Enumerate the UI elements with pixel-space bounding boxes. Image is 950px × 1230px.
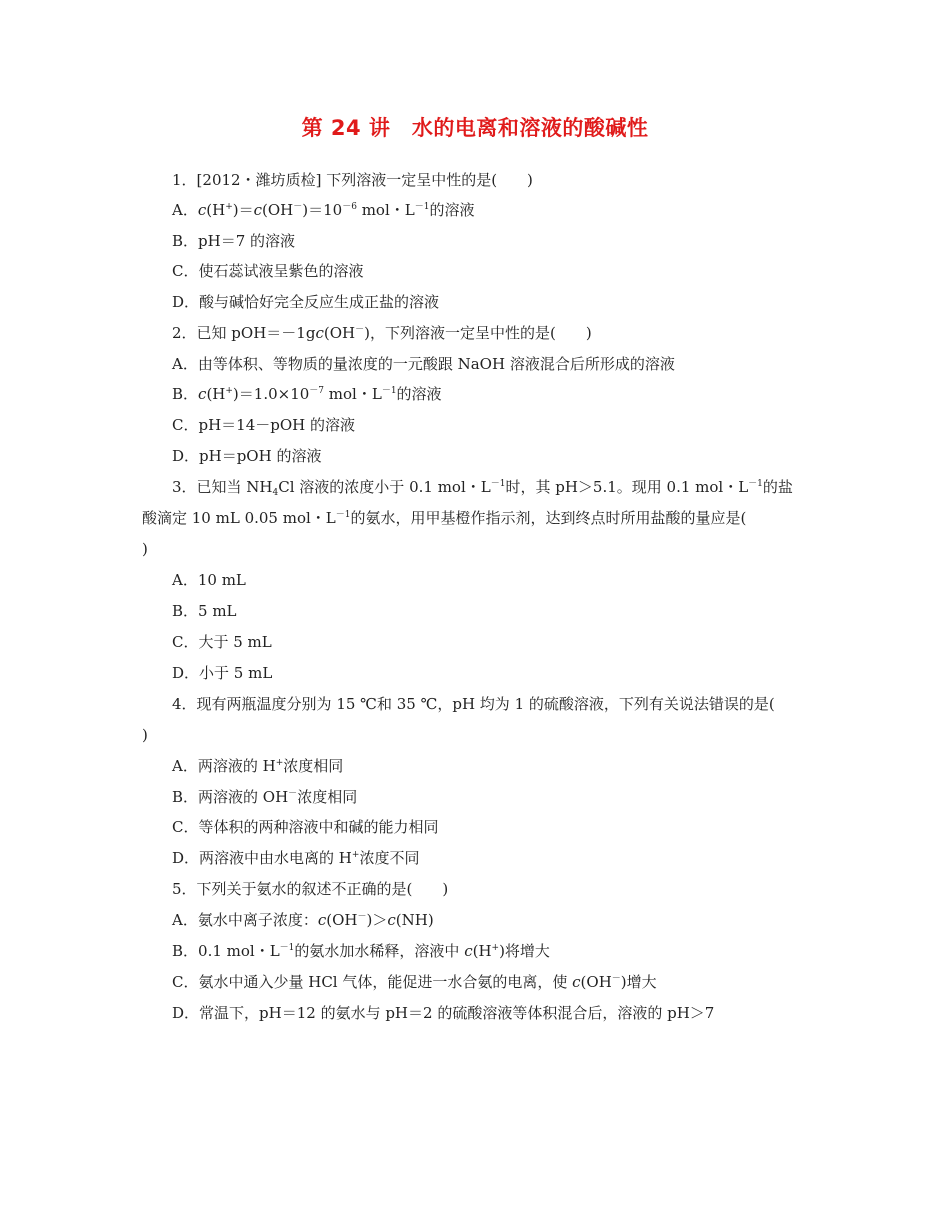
q4-option-b: B．两溶液的 OH－浓度相同 [172,788,358,806]
q3-option-b: B．5 mL [172,602,237,620]
q2-option-d: D．pH＝pOH 的溶液 [172,447,322,465]
q1-option-b: B．pH＝7 的溶液 [172,232,296,250]
q1-option-d: D．酸与碱恰好完全反应生成正盐的溶液 [172,293,440,311]
q5-option-d: D．常温下，pH＝12 的氨水与 pH＝2 的硫酸溶液等体积混合后，溶液的 pH＞7 [172,1004,715,1022]
q2-stem: 2．已知 pOH＝－1gc(OH－)，下列溶液一定呈中性的是( ) [172,324,592,342]
q2-option-b: B．$c(H^+)=1.0\times 10^{-7}$ mol・$L^{-1}$的溶液 [172,385,442,403]
q2-option-c: C．pH＝14－pOH 的溶液 [172,416,355,434]
q4-option-c: C．等体积的两种溶液中和碱的能力相同 [172,818,439,836]
q3-stem-line3: ) [142,540,148,558]
q5-option-a: A．氨水中离子浓度：c(OH－)＞c(NH) [172,911,434,929]
q1-option-a: A．$c(H^+)=c(OH^-)=10^{-6}$ mol・$L^{-1}$的溶液 [172,201,475,219]
page-title: 第 24 讲 水的电离和溶液的酸碱性 [301,116,649,140]
q4-option-d: D．两溶液中由水电离的 H+浓度不同 [172,849,420,867]
q3-stem-line2: 酸滴定 10 mL 0.05 mol・$L^{-1}$的氨水，用甲基橙作指示剂，达到终点时所用盐酸的量应是( [142,509,747,527]
q1-stem: 1．[2012・潍坊质检] 下列溶液一定呈中性的是( ) [172,171,533,189]
q3-stem-line1: 3．已知当 $NH_4Cl$ 溶液的浓度小于 0.1 mol・$L^{-1}$时，其 pH＞5.1。现用 0.1 mol・$L^{-1}$的盐 [172,478,793,498]
q3-option-d: D．小于 5 mL [172,664,273,682]
q5-stem: 5．下列关于氨水的叙述不正确的是( ) [172,880,449,898]
q5-option-c: C．氨水中通入少量 HCl 气体，能促进一水合氨的电离，使 c(OH－)增大 [172,973,657,991]
q2-option-a: A．由等体积、等物质的量浓度的一元酸跟 NaOH 溶液混合后所形成的溶液 [172,355,675,373]
q1-option-c: C．使石蕊试液呈紫色的溶液 [172,262,364,280]
q3-option-c: C．大于 5 mL [172,633,272,651]
q4-stem-line2: ) [142,726,148,744]
q4-stem-line1: 4．现有两瓶温度分别为 15 ℃和 35 ℃，pH 均为 1 的硫酸溶液，下列有关说法错误的是( [172,695,775,713]
q4-option-a: A．两溶液的 H+浓度相同 [172,757,344,775]
q5-option-b: B．0.1 mol・$L^{-1}$的氨水加水稀释，溶液中 c(H+)将增大 [172,942,550,960]
q3-option-a: A．10 mL [172,571,246,589]
